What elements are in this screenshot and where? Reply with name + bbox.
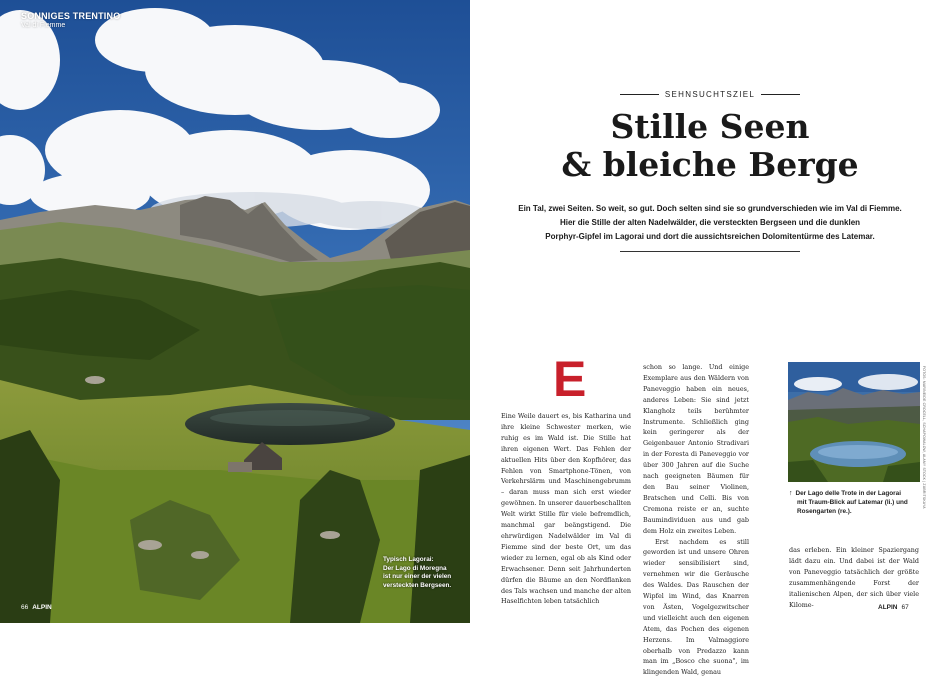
inset-caption-line: Rosengarten (re.). [789, 507, 919, 516]
body-paragraph: Eine Weile dauert es, bis Katharina und ihre kleine Schwester merken, wie ruhig es im Wald ist. Die Stille hat ihren eigenen Wert. Das Fehlen der aktuellen Hits über den Kopfhörer, das Fehlen von Smartphone-Tönen, von Verkehrslärm und Maschinengebrumm – daran muss man sich erst wieder gewöhnen. In unserer dauerbeschallten Welt wirkt Stille für viele befremdlich, manchmal gar beängstigend. Die ehrwürdigen Nadelwälder im Val di Fiemme sind der beste Ort, um das wieder zu lernen, egal ob als Kind oder Erwachsener. Denn seit Jahrhunderten dürfen die Bäume an den Nordflanken des Tals wachsen und manche der alten Haselfichten leben tatsächlich [501, 411, 631, 607]
photo-caption-line: Typisch Lagorai: [383, 556, 469, 565]
body-paragraph: schon so lange. Und einige Exemplare aus den Wäldern von Paneveggio haben ein neues, anderes Leben: Sie sind jetzt Klangholz teils berühmter Instrumente. Schließlich ging kein geringerer als der Geigenbauer Antonio Stradivari in der Foresta di Paneveggio vor über 300 Jahren auf die Suche nach geeigneten Bäumen für den Bau seiner Violinen, Bratschen und Celli. Bis von Cremona reiste er an, suchte Baumindividuen aus und gab dem Holz ein zweites Leben. [643, 362, 749, 537]
overline [620, 90, 800, 99]
folio-right [878, 604, 909, 611]
magazine-name: ALPIN [878, 604, 898, 611]
kicker-subtitle: Val di Fiemme [21, 22, 120, 29]
drop-cap-letter: E [553, 351, 586, 407]
photo-caption [383, 556, 469, 590]
magazine-name: ALPIN [32, 604, 52, 611]
title-line: Stille Seen [470, 108, 950, 146]
inset-caption-line: mit Traum-Blick auf Latemar (li.) und [789, 498, 919, 507]
inset-caption-text: Der Lago delle Trote in der Lagorai [796, 490, 901, 497]
body-paragraph: Erst nachdem es still geworden ist und unsere Ohren wieder sensibilisiert sind, vernehmen wir die Geräusche des Waldes. Das Rauschen der Wipfel im Wind, das Knarren von Ästen, Vogelgezwitscher und vielleicht auch den eigenen Atem, das Pochen des eigenen Herzens. Im Valmaggiore oberhalb von Predazzo kann man im „Bosco che suona", im klingenden Wald, genau [643, 537, 749, 678]
photo-credit: FOTOS: MARINEIDE CROCELL, SCHAPOWALOW, ALAMY STOCK | ZUBRITSKAYA [918, 366, 926, 486]
photo-caption-line: versteckten Bergseen. [383, 582, 469, 591]
photo-caption-line: ist nur einer der vielen [383, 573, 469, 582]
lede-line: Ein Tal, zwei Seiten. So weit, so gut. Doch selten sind sie so grundverschieden wie im Val di Fiemme. [498, 202, 922, 216]
section-kicker [21, 11, 120, 29]
kicker-title: SONNIGES TRENTINO [21, 11, 120, 21]
lede [498, 202, 922, 244]
body-paragraph: das erleben. Ein kleiner Spaziergang lädt dazu ein. Und dabei ist der Wald von Paneveggio tatsächlich der größte zusammenhängende Forst der italienischen Alpen, der sich über viele Kilome- [789, 545, 919, 610]
overline-rule-left [620, 94, 659, 95]
body-column-3 [789, 545, 919, 610]
lede-rule [620, 251, 800, 252]
overline-label: SEHNSUCHTSZIEL [659, 90, 761, 99]
title-line: & bleiche Berge [470, 146, 950, 184]
photo-caption-line: Der Lago di Moregna [383, 565, 469, 574]
left-page [0, 0, 470, 623]
page-number: 67 [902, 604, 909, 611]
article-title [470, 108, 950, 184]
inset-lake-photo [788, 362, 920, 482]
lede-line: Porphyr-Gipfel im Lagorai und dort die aussichtsreichen Dolomitentürme des Latemar. [498, 230, 922, 244]
body-column-1 [501, 411, 631, 607]
arrow-up-icon: ↑ [789, 490, 793, 497]
page-number: 66 [21, 604, 28, 611]
folio-left [21, 604, 52, 611]
inset-caption [789, 489, 919, 516]
inset-caption-line [789, 489, 919, 498]
right-page [470, 0, 940, 623]
lede-line: Hier die Stille der alten Nadelwälder, die versteckten Bergseen und die dunklen [498, 216, 922, 230]
drop-cap [553, 356, 581, 399]
overline-rule-right [761, 94, 800, 95]
landscape-photo [0, 0, 470, 623]
body-column-2 [643, 362, 749, 678]
